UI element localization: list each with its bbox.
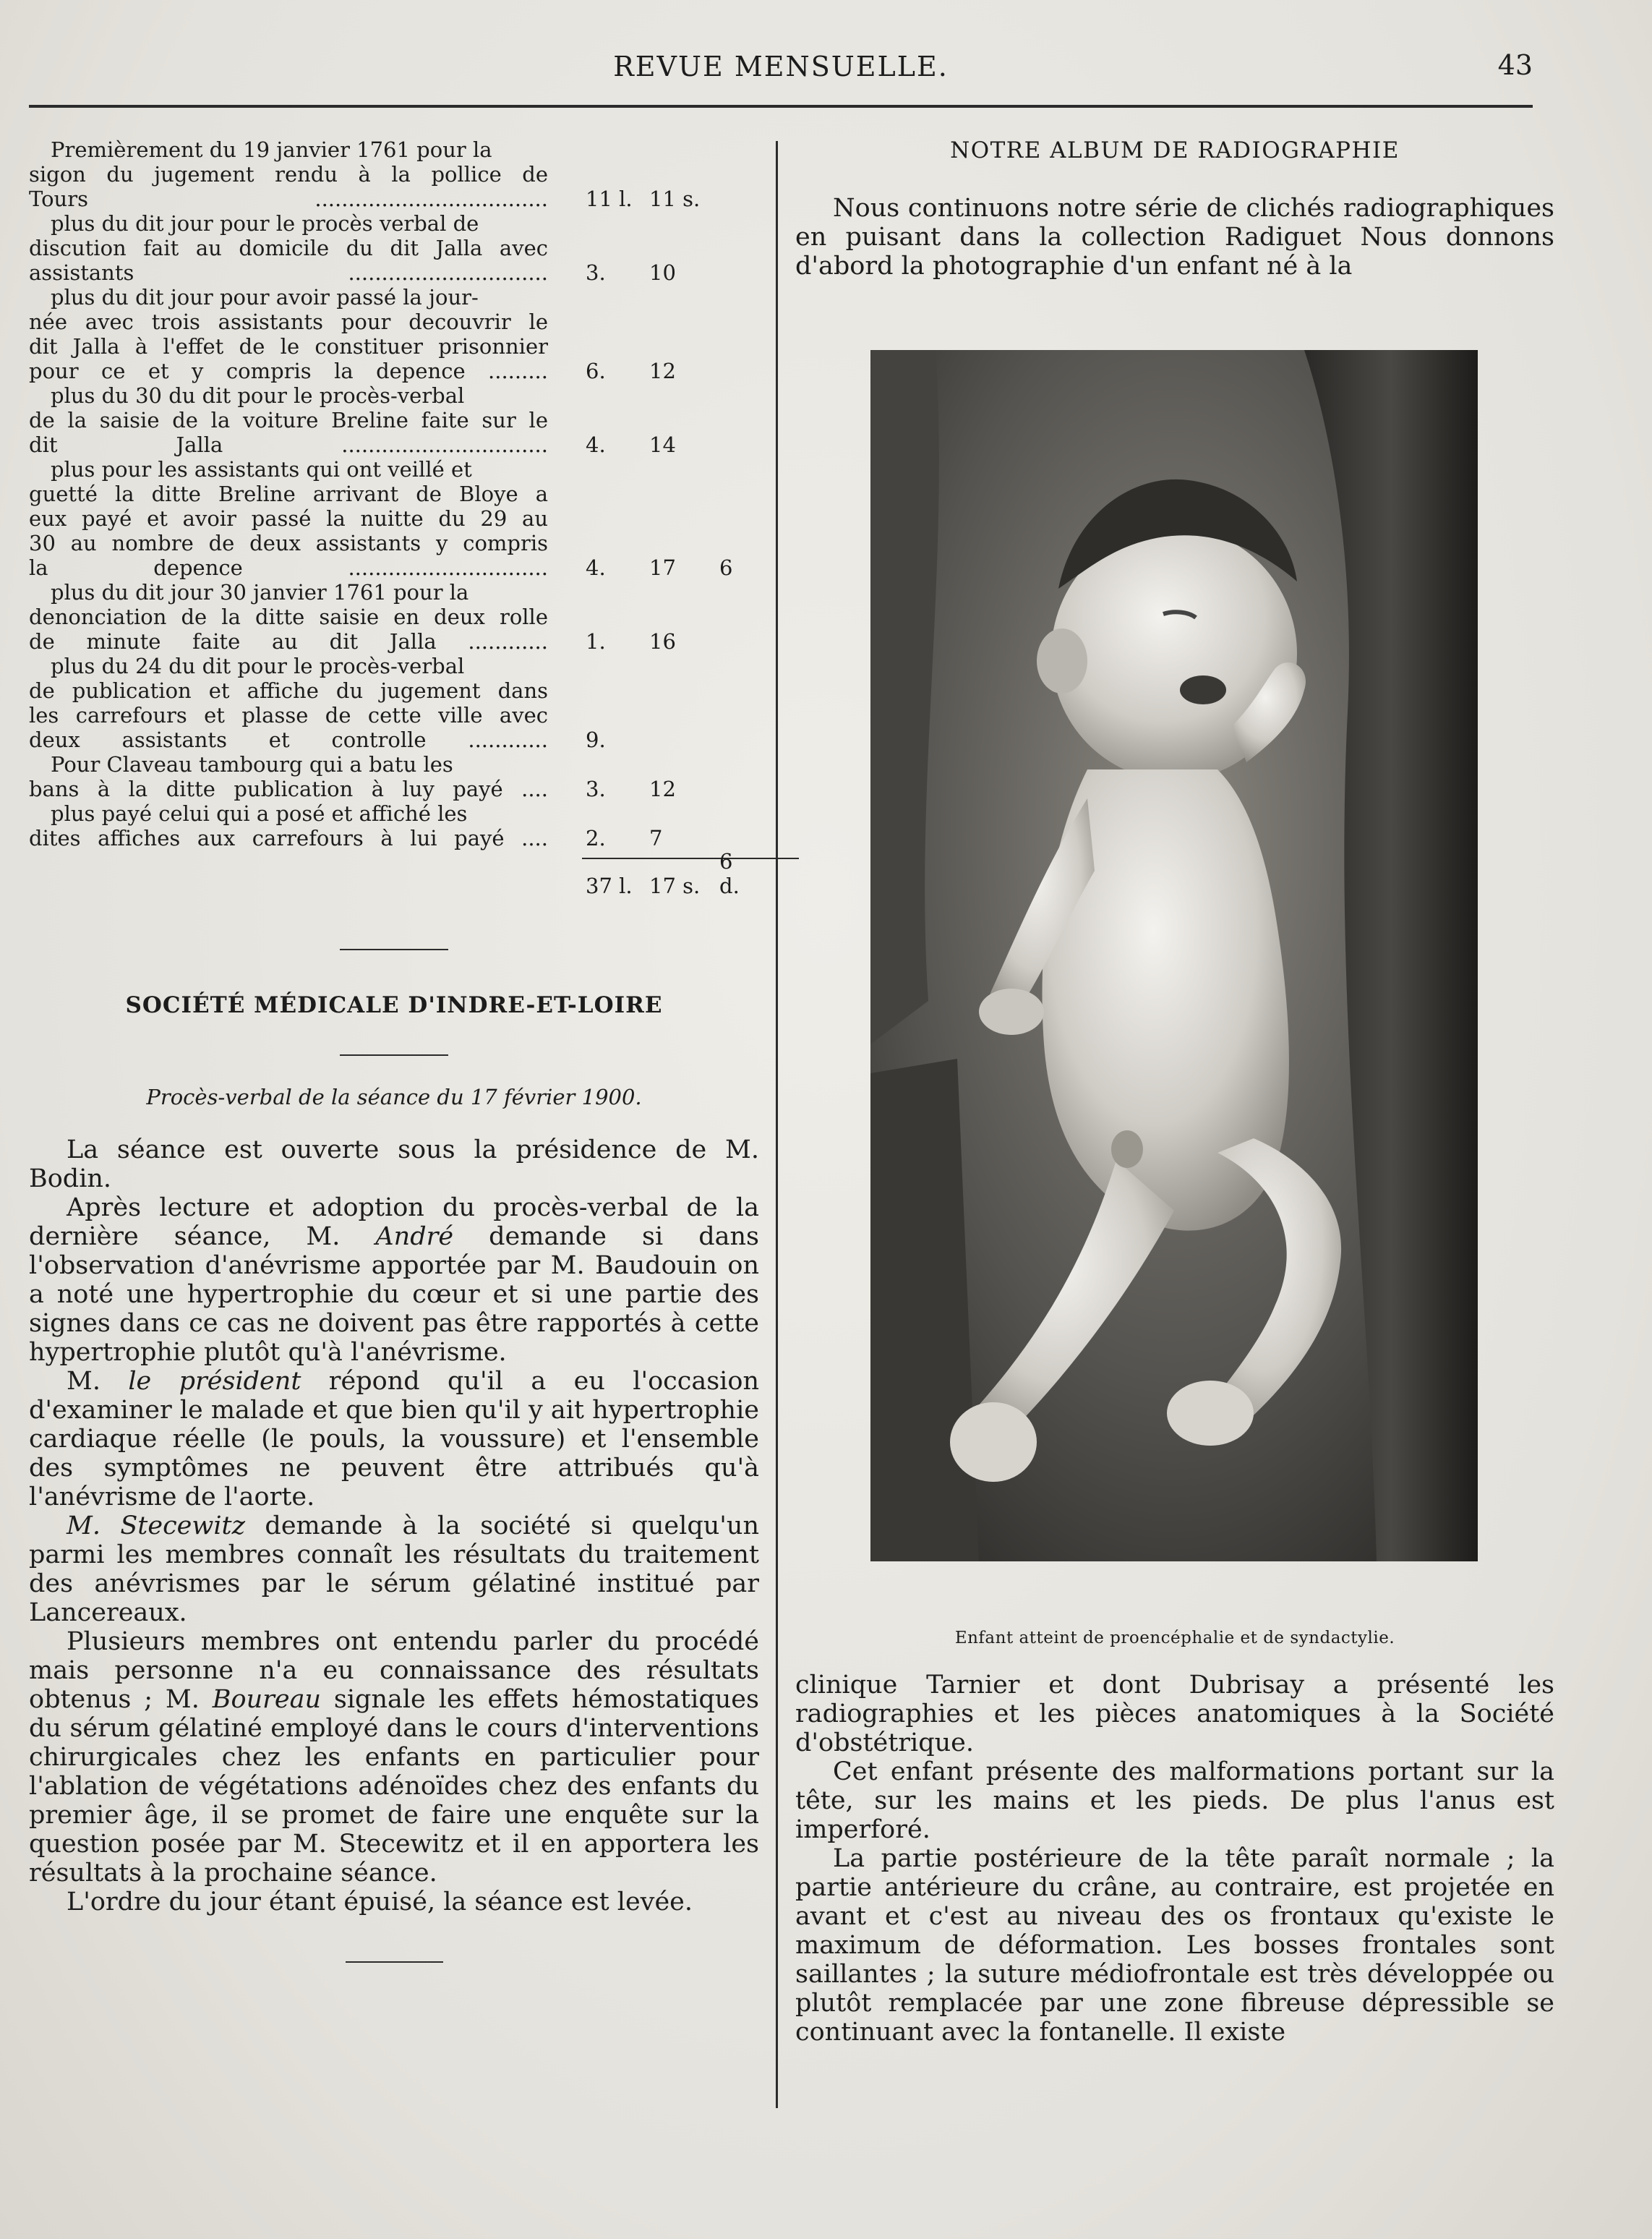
minutes-paragraph [29, 1511, 759, 1627]
ledger-amount-livres: 4. [586, 432, 606, 457]
ledger-entry [29, 285, 759, 383]
ledger-line: dit Jalla à l'effet de le constituer prisonnier [29, 334, 548, 359]
minutes-text: signale les effets hémostatiques du sérum gélatiné employé dans le cours d'interventions chirurgicales chez les enfants en particulier pour l'ablation de végétations adénoïdes chez des enfants du premier âge, il se promet de faire une enquête sur la question posée par M. Stecewitz et il en apportera les résultats à la prochaine séance. [29, 1685, 759, 1888]
ledger-line: Tours ................................... [29, 187, 548, 211]
ledger-line: plus du dit jour pour avoir passé la jour- [51, 285, 479, 310]
ledger-line: plus du 30 du dit pour le procès-verbal [51, 383, 465, 408]
speaker-name: Boureau [212, 1685, 321, 1714]
ledger-amount-sols: 12 [649, 359, 676, 383]
ledger-amount-livres: 3. [586, 777, 606, 801]
photo-caption: Enfant atteint de proencéphalie et de syndactylie. [954, 1629, 1395, 1647]
ledger-total [29, 849, 759, 898]
ledger-amount-sols: 16 [649, 629, 676, 654]
minutes-paragraph [29, 1193, 759, 1367]
ledger-entry [29, 383, 759, 457]
minutes-paragraph [29, 1367, 759, 1511]
minutes-paragraph [29, 1627, 759, 1888]
ledger-entry-text [29, 801, 548, 850]
session-minutes [29, 1135, 759, 1916]
section-subtitle: Procès-verbal de la séance du 17 février 1900. [146, 1085, 642, 1109]
minutes-text: M. [67, 1367, 129, 1396]
ledger-entry-text [29, 752, 548, 801]
album-title: NOTRE ALBUM DE RADIOGRAPHIE [950, 137, 1400, 163]
album-description [795, 1671, 1554, 2047]
expense-ledger [29, 137, 759, 850]
total-deniers: 6 d. [719, 849, 740, 898]
page-number: 43 [1497, 49, 1533, 81]
ledger-amount-sols: 17 [649, 555, 676, 580]
header-rule [29, 105, 1533, 108]
ledger-line: née avec trois assistants pour decouvrir le [29, 310, 548, 334]
ledger-amount-deniers: 6 [719, 555, 733, 580]
ledger-entry-text [29, 580, 548, 654]
ledger-line: les carrefours et plasse de cette ville avec [29, 703, 548, 728]
ledger-amount-livres: 2. [586, 826, 606, 850]
ledger-entry-text [29, 211, 548, 285]
ledger-line: denonciation de la ditte saisie en deux rolle [29, 605, 548, 629]
ledger-entry-text [29, 285, 548, 383]
ledger-line: plus pour les assistants qui ont veillé et [51, 457, 472, 482]
ledger-line: assistants .............................. [29, 260, 548, 285]
ledger-entry [29, 457, 759, 580]
ledger-entry [29, 654, 759, 752]
ledger-amount-livres: 9. [586, 728, 606, 752]
ledger-amount-livres: 6. [586, 359, 606, 383]
ledger-line: dites affiches aux carrefours à lui payé .... [29, 826, 548, 850]
minutes-text: L'ordre du jour étant épuisé, la séance est levée. [67, 1888, 693, 1916]
minutes-paragraph [29, 1888, 759, 1916]
album-intro [795, 194, 1554, 281]
ledger-line: plus du 24 du dit pour le procès-verbal [51, 654, 465, 678]
ledger-line: sigon du jugement rendu à la pollice de [29, 162, 548, 187]
ledger-entry [29, 580, 759, 654]
total-sols: 17 s. [649, 874, 701, 898]
section-separator [340, 949, 448, 950]
ledger-line: la depence .............................. [29, 555, 548, 580]
speaker-name: le président [128, 1367, 301, 1396]
section-title: SOCIÉTÉ MÉDICALE D'INDRE-ET-LOIRE [125, 992, 663, 1018]
album-paragraph: Cet enfant présente des malformations portant sur la tête, sur les mains et les pieds. De plus l'anus est imperforé. [795, 1757, 1554, 1844]
minutes-paragraph [29, 1135, 759, 1193]
ledger-line: plus du dit jour 30 janvier 1761 pour la [51, 580, 469, 605]
column-divider [776, 141, 778, 2108]
ledger-total-rule [582, 858, 799, 859]
infant-photo-image [870, 350, 1478, 1561]
ledger-amount-sols: 7 [649, 826, 663, 850]
ledger-line: discution fait au domicile du dit Jalla avec [29, 236, 548, 260]
minutes-text: répond qu'il a eu l'occasion d'examiner le malade et que bien qu'il y ait hypertrophie cardiaque réelle (le pouls, la voussure) et l'ensemble des symptômes ne peuvent être attribués qu'à l'anévrisme de l'aorte. [29, 1367, 760, 1511]
ledger-entry-text [29, 654, 548, 752]
ledger-amount-sols: 11 s. [649, 187, 701, 211]
ledger-line: guetté la ditte Breline arrivant de Bloye a [29, 482, 548, 506]
ledger-line: deux assistants et controlle ............ [29, 728, 548, 752]
ledger-line: de minute faite au dit Jalla ............ [29, 629, 548, 654]
ledger-amount-livres: 4. [586, 555, 606, 580]
ledger-entry [29, 801, 759, 850]
ledger-amount-livres: 1. [586, 629, 606, 654]
ledger-amount-livres: 11 l. [586, 187, 633, 211]
infant-photograph [870, 350, 1478, 1561]
speaker-name: André [375, 1222, 454, 1251]
ledger-line: Pour Claveau tambourg qui a batu les [51, 752, 453, 777]
ledger-line: Premièrement du 19 janvier 1761 pour la [51, 137, 492, 162]
album-paragraph: La partie postérieure de la tête paraît normale ; la partie antérieure du crâne, au contraire, est projetée en avant et c'est au niveau des os frontaux qu'existe le maximum de déformation. Les bosses frontales sont saillantes ; la suture médiofrontale est très développée ou plutôt remplacée par une zone fibreuse dépressible se continuant avec la fontanelle. Il existe [795, 1844, 1554, 2047]
intro-paragraph: Nous continuons notre série de clichés radiographiques en puisant dans la collection Radiguet Nous donnons d'abord la photographie d'un enfant né à la [795, 194, 1554, 281]
ledger-line: de publication et affiche du jugement dans [29, 678, 548, 703]
minutes-text: demande à la société si quelqu'un parmi les membres connaît les résultats du traitement des anévrismes par le sérum gélatiné institué par Lancereaux. [29, 1511, 759, 1627]
ledger-line: plus payé celui qui a posé et affiché les [51, 801, 468, 826]
title-rule [340, 1054, 448, 1056]
page-header [29, 43, 1533, 108]
ledger-amount-livres: 3. [586, 260, 606, 285]
ledger-entry [29, 211, 759, 285]
minutes-text: Plusieurs membres ont entendu parler du procédé mais personne n'a eu connaissance des résultats obtenus ; M. [29, 1627, 759, 1714]
ledger-entry-text [29, 457, 548, 580]
ledger-amount-sols: 12 [649, 777, 676, 801]
ledger-entry-text [29, 137, 548, 211]
ledger-line: bans à la ditte publication à luy payé .... [29, 777, 548, 801]
ledger-line: de la saisie de la voiture Breline faite sur le [29, 408, 548, 432]
speaker-name: M. Stecewitz [67, 1511, 246, 1540]
ledger-entry [29, 752, 759, 801]
running-title: REVUE MENSUELLE. [613, 51, 949, 82]
ledger-entry [29, 137, 759, 211]
ledger-amount-sols: 14 [649, 432, 676, 457]
right-column [795, 137, 1554, 281]
end-rule [346, 1961, 443, 1963]
minutes-text: Après lecture et adoption du procès-verbal de la dernière séance, M. [29, 1193, 759, 1251]
minutes-text: La séance est ouverte sous la présidence de M. Bodin. [29, 1135, 759, 1193]
ledger-line: 30 au nombre de deux assistants y compris [29, 531, 548, 555]
ledger-line: eux payé et avoir passé la nuitte du 29 au [29, 506, 548, 531]
ledger-line: dit Jalla ............................... [29, 432, 548, 457]
ledger-entry-text [29, 383, 548, 457]
ledger-line: plus du dit jour pour le procès verbal de [51, 211, 479, 236]
left-column [29, 137, 759, 1963]
album-paragraph: clinique Tarnier et dont Dubrisay a présenté les radiographies et les pièces anatomiques à la Société d'obstétrique. [795, 1671, 1554, 1757]
ledger-amount-sols: 10 [649, 260, 676, 285]
minutes-text: demande si dans l'observation d'anévrisme apportée par M. Baudouin on a noté une hypertrophie du cœur et si une partie des signes dans ce cas ne doivent pas être rapportés à cette hypertrophie plutôt qu'à l'anévrisme. [29, 1222, 760, 1367]
total-livres: 37 l. [586, 874, 633, 898]
ledger-line: pour ce et y compris la depence ......... [29, 359, 548, 383]
ledger-total-area [29, 850, 759, 869]
